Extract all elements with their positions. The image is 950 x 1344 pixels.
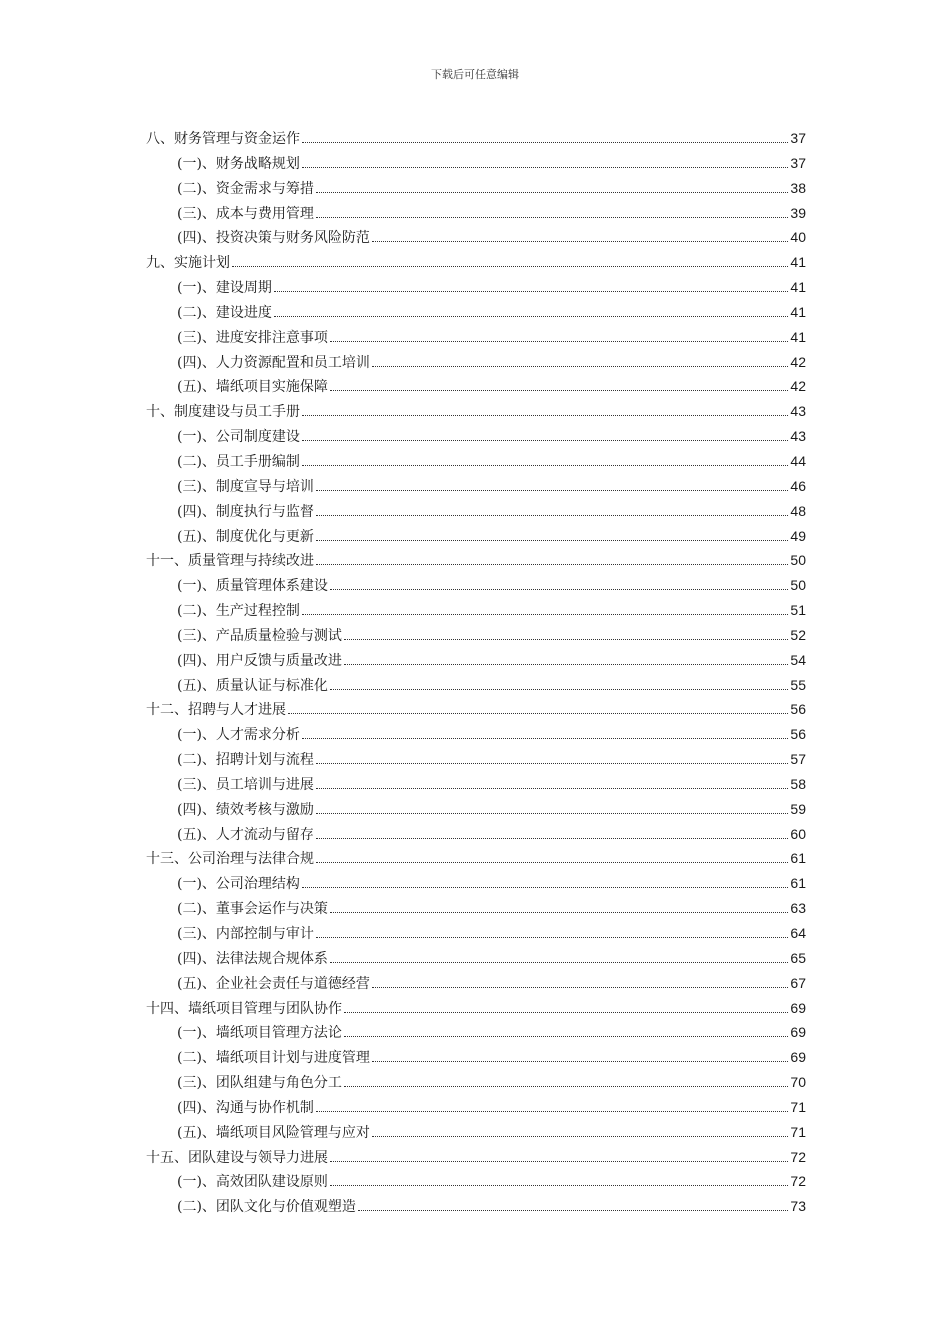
toc-entry[interactable] — [146, 871, 806, 896]
toc-entry-title: 十、制度建设与员工手册 — [146, 404, 300, 421]
toc-entry[interactable] — [146, 374, 806, 399]
toc-entry[interactable] — [146, 548, 806, 573]
toc-dot-leader — [330, 1161, 788, 1162]
toc-entry-title: (一)、墙纸项目管理方法论 — [177, 1025, 342, 1042]
toc-entry-page-number: 58 — [790, 775, 806, 792]
toc-entry-page-number: 57 — [790, 751, 806, 768]
toc-entry-page-number: 69 — [790, 1049, 806, 1066]
toc-dot-leader — [302, 614, 788, 615]
toc-entry-title: (三)、成本与费用管理 — [177, 205, 314, 222]
toc-entry[interactable] — [146, 151, 806, 176]
toc-entry-title: (二)、建设进度 — [177, 304, 272, 321]
toc-entry[interactable] — [146, 126, 806, 151]
toc-entry[interactable] — [146, 1169, 806, 1194]
toc-entry[interactable] — [146, 797, 806, 822]
toc-dot-leader — [316, 813, 788, 814]
toc-dot-leader — [372, 987, 788, 988]
toc-entry[interactable] — [146, 921, 806, 946]
toc-entry-title: (三)、团队组建与角色分工 — [177, 1075, 342, 1092]
toc-entry[interactable] — [146, 747, 806, 772]
toc-entry-page-number: 52 — [790, 626, 806, 643]
toc-dot-leader — [358, 1210, 788, 1211]
toc-dot-leader — [372, 1061, 788, 1062]
toc-dot-leader — [302, 415, 788, 416]
toc-entry-title: 十三、公司治理与法律合规 — [146, 851, 314, 868]
toc-entry-page-number: 42 — [790, 353, 806, 370]
toc-dot-leader — [232, 266, 788, 267]
toc-entry-page-number: 40 — [790, 229, 806, 246]
toc-entry-title: (二)、董事会运作与决策 — [177, 901, 328, 918]
toc-dot-leader — [372, 366, 788, 367]
toc-entry[interactable] — [146, 474, 806, 499]
toc-entry-title: (二)、资金需求与筹措 — [177, 180, 314, 197]
toc-entry-page-number: 50 — [790, 552, 806, 569]
toc-dot-leader — [316, 937, 788, 938]
toc-entry-page-number: 49 — [790, 527, 806, 544]
toc-entry-title: (五)、质量认证与标准化 — [177, 677, 328, 694]
toc-entry[interactable] — [146, 673, 806, 698]
toc-dot-leader — [330, 1185, 788, 1186]
toc-entry-page-number: 48 — [790, 502, 806, 519]
toc-entry-title: (二)、团队文化与价值观塑造 — [177, 1199, 356, 1216]
toc-entry[interactable] — [146, 822, 806, 847]
toc-entry[interactable] — [146, 300, 806, 325]
toc-entry-title: (一)、公司制度建设 — [177, 429, 300, 446]
toc-entry-page-number: 59 — [790, 800, 806, 817]
toc-entry[interactable] — [146, 1095, 806, 1120]
toc-entry-title: (五)、企业社会责任与道德经营 — [177, 975, 370, 992]
toc-entry-page-number: 73 — [790, 1198, 806, 1215]
toc-dot-leader — [330, 912, 788, 913]
toc-entry-page-number: 41 — [790, 328, 806, 345]
toc-entry-title: 十五、团队建设与领导力进展 — [146, 1149, 328, 1166]
toc-entry[interactable] — [146, 225, 806, 250]
toc-dot-leader — [302, 738, 788, 739]
toc-entry-title: (三)、内部控制与审计 — [177, 926, 314, 942]
toc-entry-page-number: 56 — [790, 726, 806, 743]
toc-dot-leader — [316, 1111, 788, 1112]
toc-entry-page-number: 65 — [790, 949, 806, 966]
toc-entry[interactable] — [146, 846, 806, 871]
toc-entry[interactable] — [146, 573, 806, 598]
toc-entry-page-number: 71 — [790, 1098, 806, 1115]
toc-entry[interactable] — [146, 623, 806, 648]
toc-entry-title: (四)、制度执行与监督 — [177, 503, 314, 520]
toc-entry-page-number: 43 — [790, 403, 806, 420]
toc-dot-leader — [316, 217, 788, 218]
toc-entry[interactable] — [146, 499, 806, 524]
toc-entry-page-number: 46 — [790, 477, 806, 494]
toc-entry[interactable] — [146, 722, 806, 747]
toc-entry[interactable] — [146, 946, 806, 971]
toc-entry-title: (四)、人力资源配置和员工培训 — [177, 354, 370, 371]
toc-entry-title: (一)、质量管理体系建设 — [177, 578, 328, 595]
toc-entry-title: (一)、高效团队建设原则 — [177, 1174, 328, 1191]
toc-entry-page-number: 64 — [790, 925, 806, 941]
toc-dot-leader — [344, 1012, 788, 1013]
toc-dot-leader — [302, 887, 788, 888]
toc-dot-leader — [372, 1136, 788, 1137]
toc-dot-leader — [316, 788, 788, 789]
toc-entry-title: (三)、制度宣导与培训 — [177, 478, 314, 495]
toc-dot-leader — [302, 440, 788, 441]
toc-entry-page-number: 55 — [790, 676, 806, 693]
toc-entry-page-number: 41 — [790, 303, 806, 320]
toc-entry-title: (四)、沟通与协作机制 — [177, 1099, 314, 1116]
toc-entry-page-number: 56 — [790, 701, 806, 718]
toc-dot-leader — [316, 490, 788, 491]
toc-dot-leader — [302, 167, 788, 168]
toc-entry[interactable] — [146, 598, 806, 623]
toc-entry-title: (三)、员工培训与进展 — [177, 776, 314, 793]
toc-dot-leader — [302, 465, 788, 466]
toc-entry-page-number: 39 — [790, 204, 806, 221]
toc-entry-page-number: 51 — [790, 602, 806, 619]
toc-dot-leader — [344, 1086, 788, 1087]
toc-entry-title: (五)、墙纸项目实施保障 — [177, 379, 328, 396]
toc-entry-title: (二)、墙纸项目计划与进度管理 — [177, 1050, 370, 1067]
toc-entry-title: (三)、进度安排注意事项 — [177, 329, 328, 346]
toc-dot-leader — [330, 962, 788, 963]
toc-dot-leader — [302, 142, 788, 143]
toc-dot-leader — [344, 639, 788, 640]
toc-entry-page-number: 72 — [790, 1148, 806, 1165]
toc-entry-title: (四)、用户反馈与质量改进 — [177, 652, 342, 669]
toc-entry-page-number: 41 — [790, 254, 806, 271]
toc-entry-title: (一)、公司治理结构 — [177, 876, 300, 893]
toc-entry[interactable] — [146, 996, 806, 1021]
toc-entry-title: (五)、制度优化与更新 — [177, 528, 314, 545]
toc-entry[interactable] — [146, 971, 806, 996]
toc-entry-title: (五)、墙纸项目风险管理与应对 — [177, 1124, 370, 1141]
toc-entry-title: (五)、人才流动与留存 — [177, 826, 314, 843]
toc-entry-title: 十一、质量管理与持续改进 — [146, 553, 314, 570]
toc-entry[interactable] — [146, 1070, 806, 1095]
toc-entry[interactable] — [146, 524, 806, 549]
toc-entry-page-number: 60 — [790, 825, 806, 842]
toc-entry-page-number: 69 — [790, 1024, 806, 1041]
table-of-contents — [146, 126, 806, 1219]
toc-entry-page-number: 41 — [790, 279, 806, 296]
toc-entry-page-number: 67 — [790, 974, 806, 991]
toc-entry-title: (一)、建设周期 — [177, 280, 272, 297]
toc-dot-leader — [274, 291, 788, 292]
toc-entry[interactable] — [146, 1120, 806, 1145]
toc-dot-leader — [316, 838, 788, 839]
toc-entry-title: 九、实施计划 — [146, 255, 230, 272]
toc-entry[interactable] — [146, 250, 806, 275]
toc-dot-leader — [316, 192, 788, 193]
toc-dot-leader — [316, 564, 788, 565]
toc-dot-leader — [372, 241, 788, 242]
toc-entry[interactable] — [146, 1194, 806, 1219]
toc-dot-leader — [330, 689, 788, 690]
toc-entry-title: 十二、招聘与人才进展 — [146, 702, 286, 719]
toc-dot-leader — [316, 862, 788, 863]
toc-entry[interactable] — [146, 275, 806, 300]
toc-entry[interactable] — [146, 896, 806, 921]
toc-entry-page-number: 37 — [790, 130, 806, 146]
toc-entry-page-number: 61 — [790, 850, 806, 867]
toc-entry[interactable] — [146, 1020, 806, 1045]
toc-entry-page-number: 70 — [790, 1074, 806, 1091]
toc-dot-leader — [316, 540, 788, 541]
toc-entry-page-number: 71 — [790, 1123, 806, 1140]
toc-dot-leader — [330, 390, 788, 391]
page-header: 下载后可任意编辑 — [431, 68, 519, 81]
toc-entry-page-number: 42 — [790, 378, 806, 395]
toc-entry[interactable] — [146, 1045, 806, 1070]
toc-entry-page-number: 61 — [790, 875, 806, 892]
toc-dot-leader — [330, 341, 788, 342]
toc-entry[interactable] — [146, 1145, 806, 1170]
toc-entry-title: 十四、墙纸项目管理与团队协作 — [146, 1000, 342, 1017]
toc-entry[interactable] — [146, 697, 806, 722]
toc-dot-leader — [344, 664, 788, 665]
toc-entry-title: (一)、财务战略规划 — [177, 155, 300, 172]
toc-entry[interactable] — [146, 201, 806, 226]
toc-entry-page-number: 37 — [790, 154, 806, 171]
toc-entry[interactable] — [146, 176, 806, 201]
toc-entry[interactable] — [146, 772, 806, 797]
toc-dot-leader — [344, 1036, 788, 1037]
toc-entry-page-number: 43 — [790, 428, 806, 445]
toc-entry[interactable] — [146, 449, 806, 474]
toc-entry-page-number: 54 — [790, 651, 806, 668]
toc-entry-title: (二)、招聘计划与流程 — [177, 752, 314, 769]
toc-dot-leader — [316, 515, 788, 516]
toc-entry-page-number: 44 — [790, 452, 806, 469]
toc-entry-title: (三)、产品质量检验与测试 — [177, 627, 342, 644]
toc-entry-page-number: 63 — [790, 900, 806, 917]
toc-entry[interactable] — [146, 350, 806, 375]
toc-entry-title: (一)、人才需求分析 — [177, 727, 300, 744]
toc-entry-title: (四)、绩效考核与激励 — [177, 801, 314, 818]
toc-entry-title: (四)、投资决策与财务风险防范 — [177, 230, 370, 247]
toc-entry-page-number: 69 — [790, 999, 806, 1016]
toc-entry-title: 八、财务管理与资金运作 — [146, 131, 300, 147]
toc-entry-title: (四)、法律法规合规体系 — [177, 950, 328, 967]
toc-dot-leader — [330, 589, 788, 590]
toc-entry-page-number: 50 — [790, 577, 806, 594]
toc-entry-title: (二)、生产过程控制 — [177, 603, 300, 620]
toc-dot-leader — [288, 713, 788, 714]
toc-dot-leader — [316, 763, 788, 764]
toc-entry[interactable] — [146, 424, 806, 449]
toc-dot-leader — [274, 316, 788, 317]
toc-entry-title: (二)、员工手册编制 — [177, 453, 300, 470]
toc-entry-page-number: 38 — [790, 179, 806, 196]
toc-entry[interactable] — [146, 399, 806, 424]
toc-entry-page-number: 72 — [790, 1173, 806, 1190]
toc-entry[interactable] — [146, 325, 806, 350]
toc-entry[interactable] — [146, 648, 806, 673]
